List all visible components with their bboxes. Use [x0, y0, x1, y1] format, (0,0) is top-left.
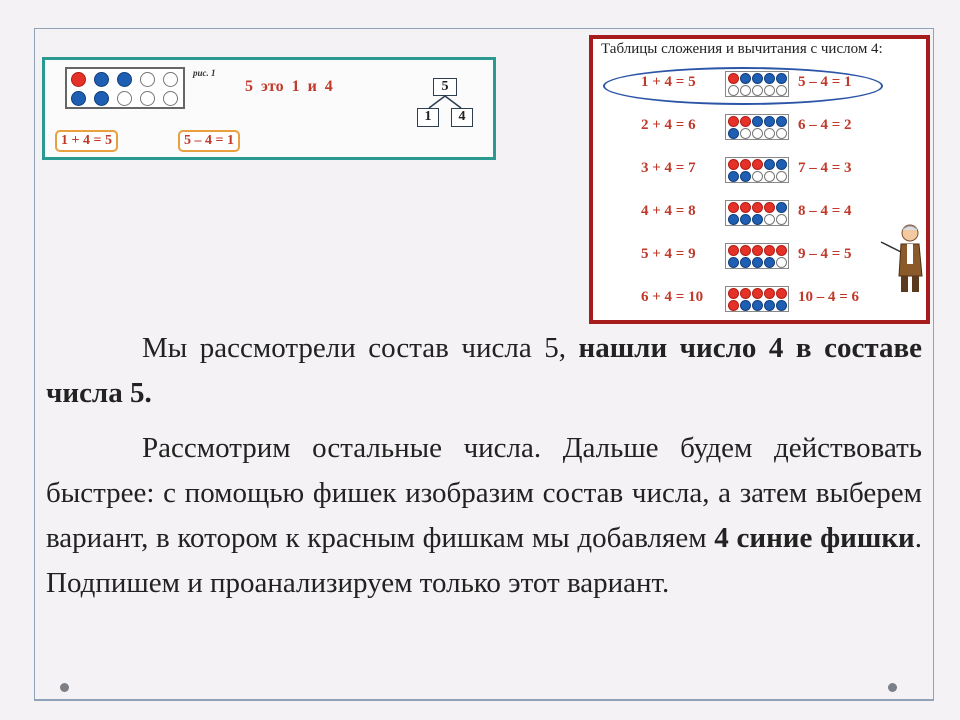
chip-blue	[752, 116, 763, 127]
chip-empty	[163, 72, 178, 87]
subtraction-equation: 7 – 4 = 3	[798, 160, 852, 176]
chip-empty	[163, 91, 178, 106]
chip-empty	[764, 128, 775, 139]
chip-blue	[740, 171, 751, 182]
chip-blue	[776, 73, 787, 84]
chip-red	[728, 300, 739, 311]
chip-empty	[776, 171, 787, 182]
chip-blue	[728, 171, 739, 182]
paragraph-2	[46, 426, 922, 606]
chip-red	[728, 159, 739, 170]
paragraph-1-bold: нашли число 4 в составе числа 5.	[46, 332, 922, 409]
chip-red	[728, 116, 739, 127]
chip-blue	[776, 300, 787, 311]
chip-blue	[740, 73, 751, 84]
addition-equation: 6 + 4 = 10	[641, 289, 704, 305]
tree-right-number: 4	[451, 108, 473, 127]
chip-blue	[776, 159, 787, 170]
chip-red	[740, 159, 751, 170]
chip-empty	[752, 85, 763, 96]
chip-red	[740, 116, 751, 127]
chip-blue	[728, 257, 739, 268]
right-bullet-dot	[888, 683, 897, 692]
chip-empty	[776, 128, 787, 139]
chip-red	[740, 202, 751, 213]
chip-blue	[740, 257, 751, 268]
chip-red	[764, 288, 775, 299]
chip-blue	[94, 91, 109, 106]
paragraph-2-text-a: Рассмотрим остальные числа. Дальше будем действовать быстрее: с помощью фишек изобразим состав числа, а затем выберем вариант, в котором к красным фишкам мы добавляем	[46, 432, 922, 554]
chip-empty	[752, 171, 763, 182]
chip-grid	[725, 157, 789, 183]
paragraph-1-text: Мы рассмотрели состав числа 5,	[142, 332, 579, 364]
chip-empty	[764, 171, 775, 182]
subtraction-equation: 6 – 4 = 2	[798, 117, 852, 133]
tree-left-number: 1	[417, 108, 439, 127]
chip-blue	[752, 300, 763, 311]
chip-empty	[776, 257, 787, 268]
chip-blue	[752, 257, 763, 268]
addition-equation: 1 + 4 = 5	[641, 74, 696, 90]
chip-blue	[764, 116, 775, 127]
left-bullet-dot	[60, 683, 69, 692]
table-title: Таблицы сложения и вычитания с числом 4:	[601, 41, 883, 57]
chip-red	[728, 245, 739, 256]
paragraph-2-text-b: . Подпишем и проанализируем только этот вариант.	[46, 522, 922, 599]
chip-red	[764, 245, 775, 256]
chip-blue	[71, 91, 86, 106]
chip-blue	[94, 72, 109, 87]
chip-empty	[728, 85, 739, 96]
subtraction-equation: 10 – 4 = 6	[798, 289, 860, 305]
addition-equation: 4 + 4 = 8	[641, 203, 696, 219]
chip-grid	[725, 114, 789, 140]
example-box	[42, 57, 496, 160]
chip-empty	[776, 214, 787, 225]
chip-blue	[740, 214, 751, 225]
chip-blue	[764, 257, 775, 268]
addition-equation: 5 + 4 = 9	[641, 246, 696, 262]
addition-equation: 2 + 4 = 6	[641, 117, 696, 133]
table-row	[593, 284, 926, 314]
chip-empty	[740, 85, 751, 96]
paragraph-2-bold: 4 синие фишки	[714, 522, 915, 554]
table-row	[593, 241, 926, 271]
table-row	[593, 198, 926, 228]
chip-blue	[728, 214, 739, 225]
chip-red	[752, 202, 763, 213]
chip-red	[71, 72, 86, 87]
chip-grid	[725, 71, 789, 97]
chip-grid	[725, 286, 789, 312]
chip-empty	[117, 91, 132, 106]
table-row	[593, 112, 926, 142]
chip-red	[752, 245, 763, 256]
chip-empty	[740, 128, 751, 139]
chip-blue	[764, 73, 775, 84]
chip-blue	[776, 202, 787, 213]
chip-red	[728, 288, 739, 299]
chip-blue	[764, 159, 775, 170]
addition-equation: 3 + 4 = 7	[641, 160, 696, 176]
figure-label: рис. 1	[193, 68, 216, 78]
tree-top-number: 5	[433, 78, 457, 96]
teacher-illustration	[879, 220, 929, 296]
chip-grid	[725, 200, 789, 226]
table-row	[593, 69, 926, 99]
chip-red	[764, 202, 775, 213]
chip-red	[776, 245, 787, 256]
chip-blue	[117, 72, 132, 87]
chip-red	[752, 288, 763, 299]
chip-red	[776, 288, 787, 299]
chip-blue	[728, 128, 739, 139]
composition-text: 5 это 1 и 4	[245, 78, 333, 95]
chip-grid	[725, 243, 789, 269]
table-row	[593, 155, 926, 185]
paragraph-1	[46, 326, 922, 416]
chip-empty	[764, 214, 775, 225]
chip-red	[740, 245, 751, 256]
chip-blue	[764, 300, 775, 311]
chip-red	[752, 159, 763, 170]
equation-subtraction: 5 – 4 = 1	[178, 130, 240, 152]
chip-red	[740, 288, 751, 299]
chip-empty	[140, 91, 155, 106]
chip-empty	[140, 72, 155, 87]
subtraction-equation: 8 – 4 = 4	[798, 203, 852, 219]
chip-blue	[752, 214, 763, 225]
bottom-divider	[34, 700, 934, 701]
subtraction-equation: 5 – 4 = 1	[798, 74, 852, 90]
subtraction-equation: 9 – 4 = 5	[798, 246, 852, 262]
equation-addition: 1 + 4 = 5	[55, 130, 118, 152]
chip-empty	[764, 85, 775, 96]
chip-blue	[740, 300, 751, 311]
chip-empty	[776, 85, 787, 96]
chip-frame	[65, 67, 185, 109]
chip-red	[728, 73, 739, 84]
chip-empty	[752, 128, 763, 139]
chip-red	[728, 202, 739, 213]
chip-blue	[752, 73, 763, 84]
chip-blue	[776, 116, 787, 127]
